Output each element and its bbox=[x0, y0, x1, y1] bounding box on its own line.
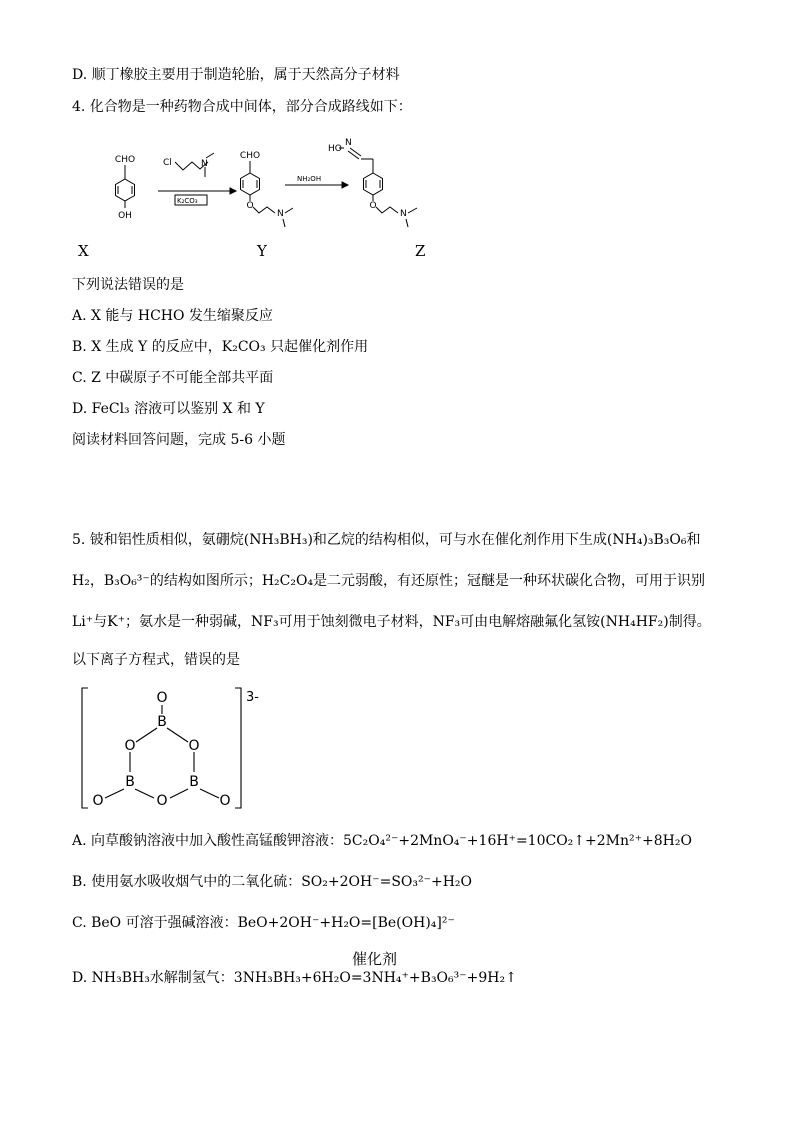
q5-option-c: C. BeO 可溶于强碱溶液：BeO+2OH⁻+H₂O=[Be(OH)₄]²⁻ bbox=[72, 915, 455, 931]
reagent-k2co3-label: K₂CO₃ bbox=[177, 197, 198, 205]
q4-option-d: D. FeCl₃ 溶液可以鉴别 X 和 Y bbox=[72, 401, 265, 417]
x-oh-label: OH bbox=[118, 211, 132, 221]
compound-label-z: Z bbox=[415, 242, 426, 260]
reagent-cl-label: Cl bbox=[163, 158, 172, 168]
b3o6-structure bbox=[78, 683, 268, 813]
q5-option-a: A. 向草酸钠溶液中加入酸性高锰酸钾溶液：5C₂O₄²⁻+2MnO₄⁻+16H⁺=10CO₂↑+2Mn²⁺+8H₂O bbox=[72, 833, 692, 849]
x-cho-label: CHO bbox=[114, 155, 136, 165]
compound-label-y: Y bbox=[257, 242, 267, 260]
atom-b-right: B bbox=[189, 774, 199, 790]
atom-b-left: B bbox=[125, 774, 135, 790]
compound-label-x: X bbox=[78, 242, 89, 260]
y-n-label: N bbox=[277, 209, 284, 219]
q4-question: 下列说法错误的是 bbox=[72, 277, 184, 293]
z-n-oxime-label: N bbox=[345, 138, 352, 148]
q4-option-a: A. X 能与 HCHO 发生缩聚反应 bbox=[72, 308, 273, 324]
atom-o-bottom: O bbox=[156, 793, 168, 809]
reagent-n-label: N bbox=[201, 159, 208, 169]
charge-label: 3- bbox=[246, 690, 259, 705]
atom-o-top: O bbox=[156, 690, 168, 706]
z-o-label: O bbox=[369, 201, 377, 211]
q4-option-b: B. X 生成 Y 的反应中，K₂CO₃ 只起催化剂作用 bbox=[72, 339, 369, 355]
z-ho-label: HO bbox=[328, 144, 342, 154]
atom-o-left: O bbox=[124, 738, 136, 754]
atom-b-top: B bbox=[157, 714, 167, 730]
reading-instruction: 阅读材料回答问题，完成 5-6 小题 bbox=[72, 432, 286, 448]
q5-question: 以下离子方程式，错误的是 bbox=[72, 652, 240, 668]
q5-material-line-1: 5. 铍和铝性质相似，氨硼烷(NH₃BH₃)和乙烷的结构相似，可与水在催化剂作用下生成(NH₄)₃B₃O₆和 bbox=[72, 532, 701, 548]
q5-option-b: B. 使用氨水吸收烟气中的二氧化硫：SO₂+2OH⁻=SO₃²⁻+H₂O bbox=[72, 874, 473, 890]
atom-o-bottom-right-ext: O bbox=[219, 793, 231, 809]
y-cho-label: CHO bbox=[239, 151, 261, 161]
synthesis-scheme bbox=[95, 135, 455, 235]
z-n-label: N bbox=[400, 209, 407, 219]
q4-option-c: C. Z 中碳原子不可能全部共平面 bbox=[72, 370, 274, 386]
atom-o-bottom-left-ext: O bbox=[92, 793, 104, 809]
y-o-label: O bbox=[246, 201, 254, 211]
catalyst-label: 催化剂 bbox=[352, 950, 398, 968]
q4-stem: 4. 化合物是一种药物合成中间体，部分合成路线如下： bbox=[72, 99, 412, 115]
atom-o-right: O bbox=[188, 738, 200, 754]
q3-option-d: D. 顺丁橡胶主要用于制造轮胎，属于天然高分子材料 bbox=[72, 67, 400, 83]
q5-option-d: D. NH₃BH₃水解制氢气：3NH₃BH₃+6H₂O=3NH₄⁺+B₃O₆³⁻+9H₂↑ bbox=[72, 970, 517, 986]
reagent-nh2oh-label: NH₂OH bbox=[297, 175, 322, 183]
q5-material-line-3: Li⁺与K⁺；氨水是一种弱碱，NF₃可用于蚀刻微电子材料，NF₃可由电解熔融氟化氢铵(NH₄HF₂)制得。 bbox=[72, 614, 711, 630]
q5-material-line-2: H₂，B₃O₆³⁻的结构如图所示；H₂C₂O₄是二元弱酸，有还原性；冠醚是一种环状碳化合物，可用于识别 bbox=[72, 573, 706, 589]
